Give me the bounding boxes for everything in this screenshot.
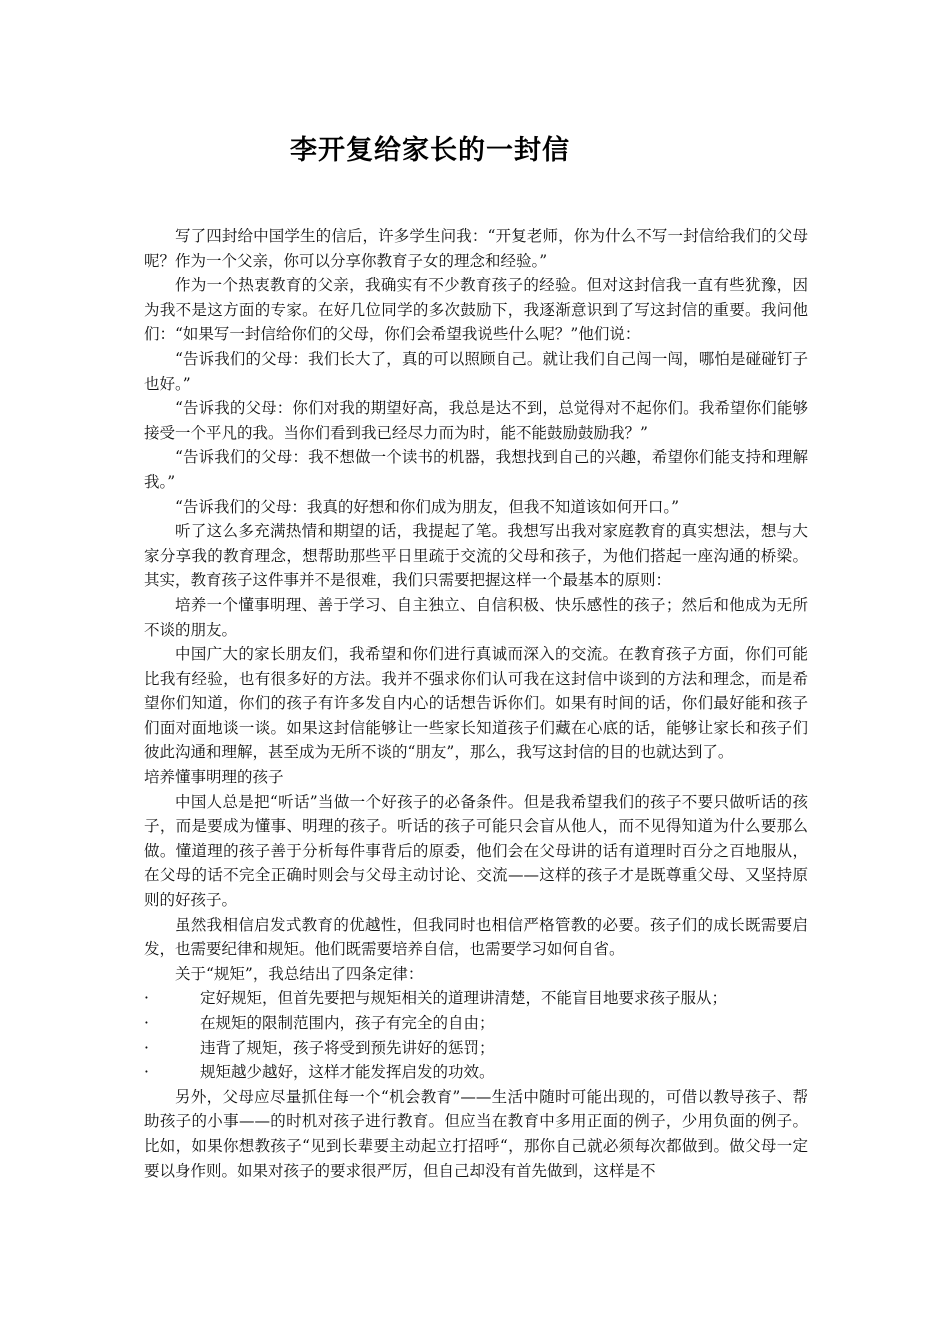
rule-text: 规矩越少越好，这样才能发挥启发的功效。 (200, 1063, 495, 1082)
student-quote: “告诉我们的父母：我不想做一个读书的机器，我想找到自己的兴趣，希望你们能支持和理解我。” (144, 448, 808, 491)
paragraph: 关于“规矩”，我总结出了四条定律： (175, 964, 424, 983)
paragraph: 写了四封给中国学生的信后，许多学生问我：“开复老师，你为什么不写一封信给我们的父母呢？作为一个父亲，你可以分享你教育子女的理念和经验。” (144, 227, 808, 270)
document-body (144, 224, 808, 1183)
principle-paragraph: 培养一个懂事明理、善于学习、自主独立、自信积极、快乐感性的孩子；然后和他成为无所不谈的朋友。 (144, 595, 808, 639)
paragraph: 虽然我相信启发式教育的优越性，但我同时也相信严格管教的必要。孩子们的成长既需要启发，也需要纪律和规矩。他们既需要培养自信，也需要学习如何自省。 (144, 915, 808, 959)
rule-text: 定好规矩，但首先要把与规矩相关的道理讲清楚，不能盲目地要求孩子服从； (200, 989, 728, 1008)
rule-list-item (144, 1011, 808, 1036)
paragraph: 中国人总是把“听话”当做一个好孩子的必备条件。但是我希望我们的孩子不要只做听话的孩子，而是要成为懂事、明理的孩子。听话的孩子可能只会盲从他人，而不见得知道为什么要那么做。懂道理的孩子善于分析每件事背后的原委，他们会在父母讲的话有道理时百分之百地服从，在父母的话不完全正确时则会与父母主动讨论、交流——这样的孩子才是既尊重父母、又坚持原则的好孩子。 (144, 792, 808, 910)
paragraph: 作为一个热衷教育的父亲，我确实有不少教育孩子的经验。但对这封信我一直有些犹豫，因为我不是这方面的专家。在好几位同学的多次鼓励下，我逐渐意识到了写这封信的重要。我问他们：“如果写一封信给你们的父母，你们会希望我说些什么呢？”他们说： (144, 276, 808, 344)
section-heading: 培养懂事明理的孩子 (144, 768, 284, 787)
rule-list-item (144, 1036, 808, 1061)
document-title: 李开复给家长的一封信 (290, 135, 570, 166)
student-quote: “告诉我的父母：你们对我的期望好高，我总是达不到，总觉得对不起你们。我希望你们能够接受一个平凡的我。当你们看到我已经尽力而为时，能不能鼓励鼓励我？” (144, 399, 808, 442)
paragraph: 中国广大的家长朋友们，我希望和你们进行真诚而深入的交流。在教育孩子方面，你们可能比我有经验，也有很多好的方法。我并不强求你们认可我在这封信中谈到的方法和理念，而是希望你们知道，你们的孩子有许多发自内心的话想告诉你们。如果有时间的话，你们最好能和孩子们面对面地谈一谈。如果这封信能够让一些家长知道孩子们藏在心底的话，能够让家长和孩子们彼此沟通和理解，甚至成为无所不谈的“朋友”，那么，我写这封信的目的也就达到了。 (144, 645, 808, 762)
bullet-marker: · (144, 1014, 149, 1032)
bullet-marker: · (144, 1063, 149, 1082)
paragraph: 另外，父母应尽量抓住每一个“机会教育”——生活中随时可能出现的，可借以教导孩子、帮助孩子的小事——的时机对孩子进行教育。但应当在教育中多用正面的例子，少用负面的例子。比如，如果你想教孩子“见到长辈要主动起立打招呼“，那你自己就必须每次都做到。做父母一定要以身作则。如果对孩子的要求很严厉，但自己却没有首先做到，这样是不 (144, 1087, 808, 1180)
rule-text: 在规矩的限制范围内，孩子有完全的自由； (200, 1014, 495, 1032)
student-quote: “告诉我们的父母：我们长大了，真的可以照顾自己。就让我们自己闯一闯，哪怕是碰碰钉子也好。” (144, 349, 808, 393)
rule-list-item (144, 1060, 808, 1085)
paragraph: 听了这么多充满热情和期望的话，我提起了笔。我想写出我对家庭教育的真实想法，想与大家分享我的教育理念，想帮助那些平日里疏于交流的父母和孩子，为他们搭起一座沟通的桥梁。其实，教育孩子这件事并不是很难，我们只需要把握这样一个最基本的原则： (144, 522, 808, 590)
student-quote: “告诉我们的父母：我真的好想和你们成为朋友，但我不知道该如何开口。” (175, 497, 680, 516)
rule-text: 违背了规矩，孩子将受到预先讲好的惩罚； (200, 1038, 495, 1057)
bullet-marker: · (144, 1038, 149, 1057)
bullet-marker: · (144, 989, 149, 1008)
rule-list-item (144, 986, 808, 1011)
